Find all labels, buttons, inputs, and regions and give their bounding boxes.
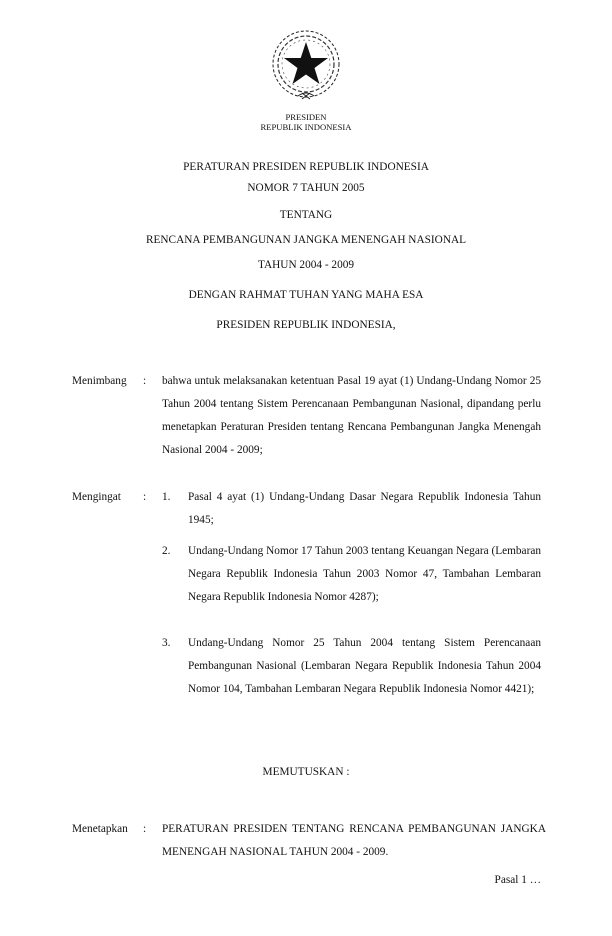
list-item: Undang-Undang Nomor 17 Tahun 2003 tentang Keuangan Negara (Lembaran Negara Republik Indonesia Tahun 2003 Nomor 47, Tambahan Lembaran Negara Republik Indonesia Nomor 4287); (188, 545, 541, 603)
list-item: Undang-Undang Nomor 25 Tahun 2004 tentang Sistem Perencanaan Pembangunan Nasional (Lembaran Negara Republik Indonesia Tahun 2004 Nomor 104, Tambahan Lembaran Negara Republik Indonesia Nomor 4421); (188, 637, 541, 695)
menimbang-colon: : (143, 375, 147, 387)
title-line-6: DENGAN RAHMAT TUHAN YANG MAHA ESA (188, 289, 424, 301)
header-republik: REPUBLIK INDONESIA (260, 122, 352, 132)
emblem (268, 26, 344, 106)
header-presiden: PRESIDEN (285, 112, 327, 122)
title-line-7: PRESIDEN REPUBLIK INDONESIA, (216, 319, 396, 331)
title-line-5: TAHUN 2004 - 2009 (257, 259, 355, 271)
emblem-icon (268, 26, 344, 106)
next-page-marker: Pasal 1 … (494, 874, 541, 886)
list-item-number: 3. (162, 637, 171, 649)
menetapkan-colon: : (143, 823, 147, 835)
menetapkan-label: Menetapkan (72, 823, 128, 835)
title-line-1: PERATURAN PRESIDEN REPUBLIK INDONESIA (183, 161, 429, 173)
list-item-number: 2. (162, 545, 171, 557)
title-line-2: NOMOR 7 TAHUN 2005 (247, 182, 365, 194)
list-item: Pasal 4 ayat (1) Undang-Undang Dasar Negara Republik Indonesia Tahun 1945; (188, 491, 541, 526)
menetapkan-text: PERATURAN PRESIDEN TENTANG RENCANA PEMBANGUNAN JANGKA MENENGAH NASIONAL TAHUN 2004 - 2009. (162, 823, 546, 858)
menimbang-label: Menimbang (72, 375, 127, 387)
mengingat-label: Mengingat (72, 491, 121, 503)
mengingat-colon: : (143, 491, 147, 503)
menimbang-text: bahwa untuk melaksanakan ketentuan Pasal 19 ayat (1) Undang-Undang Nomor 25 Tahun 2004 tentang Sistem Perencanaan Pembangunan Nasional, dipandang perlu menetapkan Peraturan Presiden tentang Rencana Pembangunan Jangka Menengah Nasional 2004 - 2009; (162, 375, 541, 456)
memutuskan-heading: MEMUTUSKAN : (262, 766, 350, 778)
title-line-3: TENTANG (279, 209, 333, 221)
list-item-number: 1. (162, 491, 171, 503)
title-line-4: RENCANA PEMBANGUNAN JANGKA MENENGAH NASIONAL (145, 234, 467, 246)
